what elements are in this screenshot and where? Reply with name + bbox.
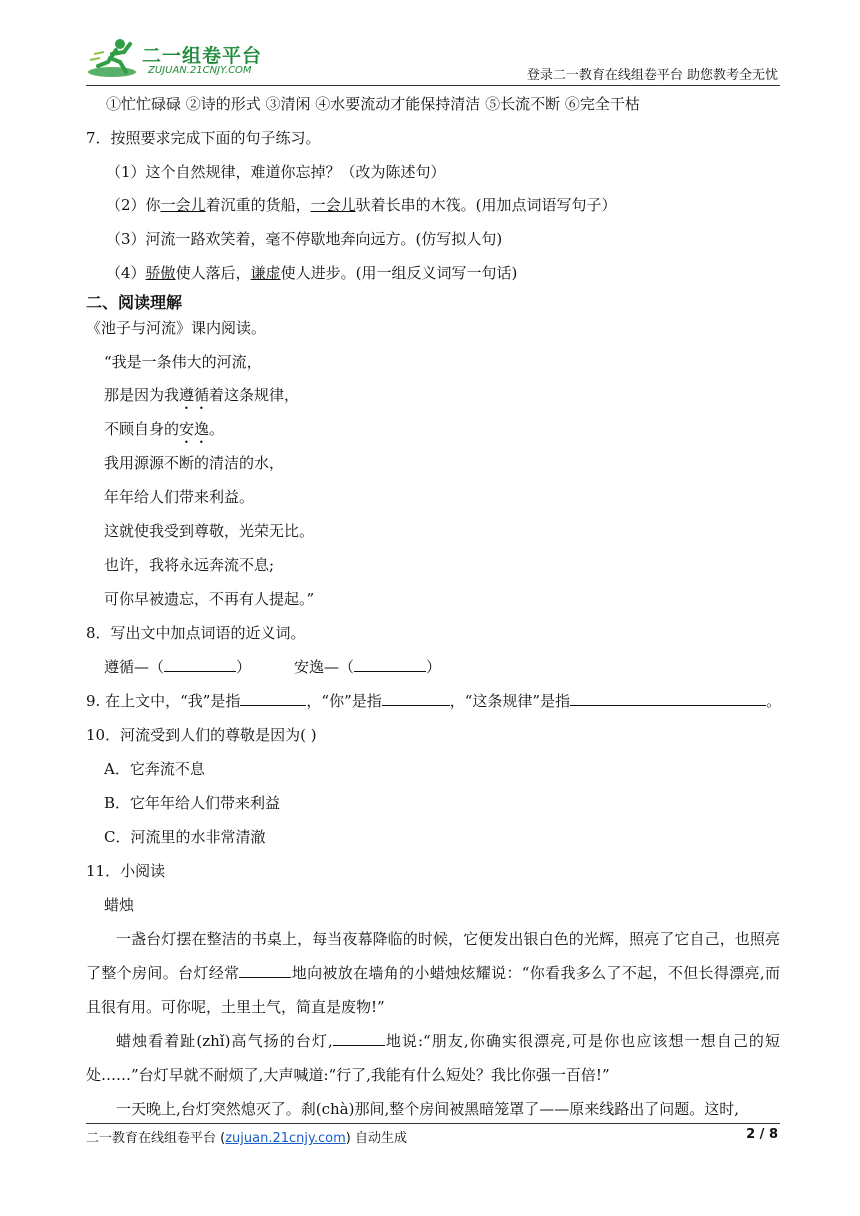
- logo-english-name: ZUJUAN.21CNJY.COM: [148, 65, 252, 76]
- footer-divider: [86, 1123, 780, 1124]
- q7-item-2-text-a: （2）你: [106, 196, 161, 214]
- q9-text-1: 9. 在上文中，“我”是指: [86, 692, 241, 710]
- poem-line-8: 可你早被遗忘，不再有人提起。”: [104, 590, 315, 608]
- story-blank-2[interactable]: [333, 1031, 385, 1046]
- question-10-option-b[interactable]: B．它年年给人们带来利益: [104, 794, 281, 812]
- q7-item-4-underlined-word-2: 谦虚: [250, 264, 281, 282]
- section-2-title: 二、阅读理解: [86, 293, 183, 312]
- word-options-line: ①忙忙碌碌 ②诗的形式 ③清闲 ④水要流动才能保持清洁 ⑤长流不断 ⑥完全干枯: [106, 95, 640, 113]
- story-paragraph-2-text-b: 地说:“朋友,你确实很漂亮,可是你也应该想一想自己的短处……”台灯早就不耐烦了,大声喊道:“行了,我能有什么短处？我比你强一百倍!”: [86, 1032, 780, 1084]
- question-8-answer-1: [104, 657, 251, 677]
- question-10-option-c[interactable]: C．河流里的水非常清澈: [104, 828, 266, 846]
- q9-text-2: ，“你”是指: [306, 692, 382, 710]
- poem-line-2-text-c: 着这条规律，: [209, 386, 300, 404]
- poem-line-4: 我用源源不断的清洁的水，: [104, 454, 285, 472]
- page-number: 2 / 8: [746, 1127, 778, 1142]
- q7-item-4-text-c: 使人落后，: [175, 264, 251, 282]
- logo-chinese-name: 二一组卷平台: [142, 45, 263, 67]
- footer-link[interactable]: zujuan.21cnjy.com: [225, 1131, 346, 1146]
- footer-source-text-b: ) 自动生成: [345, 1131, 407, 1146]
- story-paragraph-3: 一天晚上,台灯突然熄灭了。刹(chà)那间,整个房间被黑暗笼罩了——原来线路出了问题。这时,: [116, 1100, 740, 1118]
- question-8-title: 8．写出文中加点词语的近义词。: [86, 624, 306, 642]
- header-slogan[interactable]: 登录二一教育在线组卷平台 助您教考全无忧: [526, 68, 778, 83]
- site-logo[interactable]: [86, 36, 286, 80]
- q8-answer-1-blank[interactable]: [164, 657, 236, 672]
- runner-logo-icon: [86, 36, 142, 80]
- q9-blank-ni[interactable]: [382, 691, 450, 706]
- poem-line-3-text-a: 不顾自身的: [104, 420, 180, 438]
- poem-line-5: 年年给人们带来利益。: [104, 488, 255, 506]
- poem-line-2: [104, 385, 299, 413]
- poem-line-6: 这就使我受到尊敬，光荣无比。: [104, 522, 315, 540]
- story-paragraph-1-text-a: 一盏台灯摆在整洁的书桌上，每当夜幕降临的时候，它便发出银白色的光辉，照亮了它自己，也照亮了整个房间。台灯经常: [86, 930, 780, 982]
- q7-item-2-underlined-word-1: 一会儿: [160, 196, 206, 214]
- poem-line-3-text-c: 。: [209, 420, 225, 438]
- q7-item-4-text-a: （4）: [106, 264, 146, 282]
- question-7-item-4: [106, 263, 517, 283]
- question-7-title: 7．按照要求完成下面的句子练习。: [86, 129, 321, 147]
- story-title: 蜡烛: [104, 896, 135, 914]
- q9-text-3: ，“这条规律”是指: [449, 692, 571, 710]
- q9-blank-wo[interactable]: [240, 691, 306, 706]
- q7-item-4-text-e: 使人进步。(用一组反义词写一句话): [280, 264, 518, 282]
- story-paragraph-1-text-b: 地向被放在墙角的小蜡烛炫耀说：“你看我多么了不起，不但长得漂亮,而且很有用。可你呢，土里土气，简直是废物!”: [86, 964, 780, 1016]
- section-2-intro: 《池子与河流》课内阅读。: [86, 319, 267, 337]
- poem-line-7: 也许，我将永远奔流不息;: [104, 556, 275, 574]
- story-paragraph-2-text-a: 蜡烛看着趾(zhǐ)高气扬的台灯,: [116, 1032, 333, 1050]
- q8-answer-1-prefix: 遵循—（: [104, 658, 165, 676]
- question-7-item-3: （3）河流一路欢笑着，毫不停歇地奔向远方。(仿写拟人句): [106, 230, 503, 248]
- question-8-answer-2: [294, 657, 441, 677]
- poem-line-2-text-a: 那是因为我: [104, 386, 180, 404]
- q9-blank-guilv[interactable]: [570, 691, 766, 706]
- footer-source-text-a: 二一教育在线组卷平台 (: [86, 1131, 226, 1146]
- q7-item-2-text-e: 驮着长串的木筏。(用加点词语写句子）: [355, 196, 617, 214]
- q8-answer-2-prefix: 安逸—（: [294, 658, 355, 676]
- question-10-title: 10．河流受到人们的尊敬是因为( ): [86, 726, 317, 744]
- story-blank-1[interactable]: [239, 963, 291, 978]
- question-10-option-a[interactable]: A．它奔流不息: [104, 760, 205, 778]
- question-7-item-2: [106, 195, 616, 215]
- q8-answer-2-suffix: ）: [426, 658, 442, 676]
- footer-source: [86, 1127, 407, 1146]
- question-9: [86, 691, 781, 711]
- q8-answer-2-blank[interactable]: [354, 657, 426, 672]
- q7-item-2-underlined-word-2: 一会儿: [310, 196, 356, 214]
- question-11-title: 11．小阅读: [86, 862, 166, 880]
- poem-line-1: “我是一条伟大的河流，: [104, 353, 262, 371]
- q9-text-4: 。: [766, 692, 782, 710]
- story-paragraph-1: [86, 922, 780, 1024]
- q7-item-4-underlined-word-1: 骄傲: [145, 264, 176, 282]
- question-7-item-1: （1）这个自然规律，难道你忘掉？（改为陈述句）: [106, 163, 446, 181]
- poem-dotted-word-zunxun: 遵循: [179, 386, 210, 404]
- story-paragraph-2: [86, 1024, 780, 1092]
- poem-line-3: [104, 419, 224, 447]
- header-divider: [86, 85, 780, 86]
- poem-dotted-word-anyi: 安逸: [179, 420, 210, 438]
- q7-item-2-text-c: 着沉重的货船，: [205, 196, 311, 214]
- q8-answer-1-suffix: ）: [236, 658, 252, 676]
